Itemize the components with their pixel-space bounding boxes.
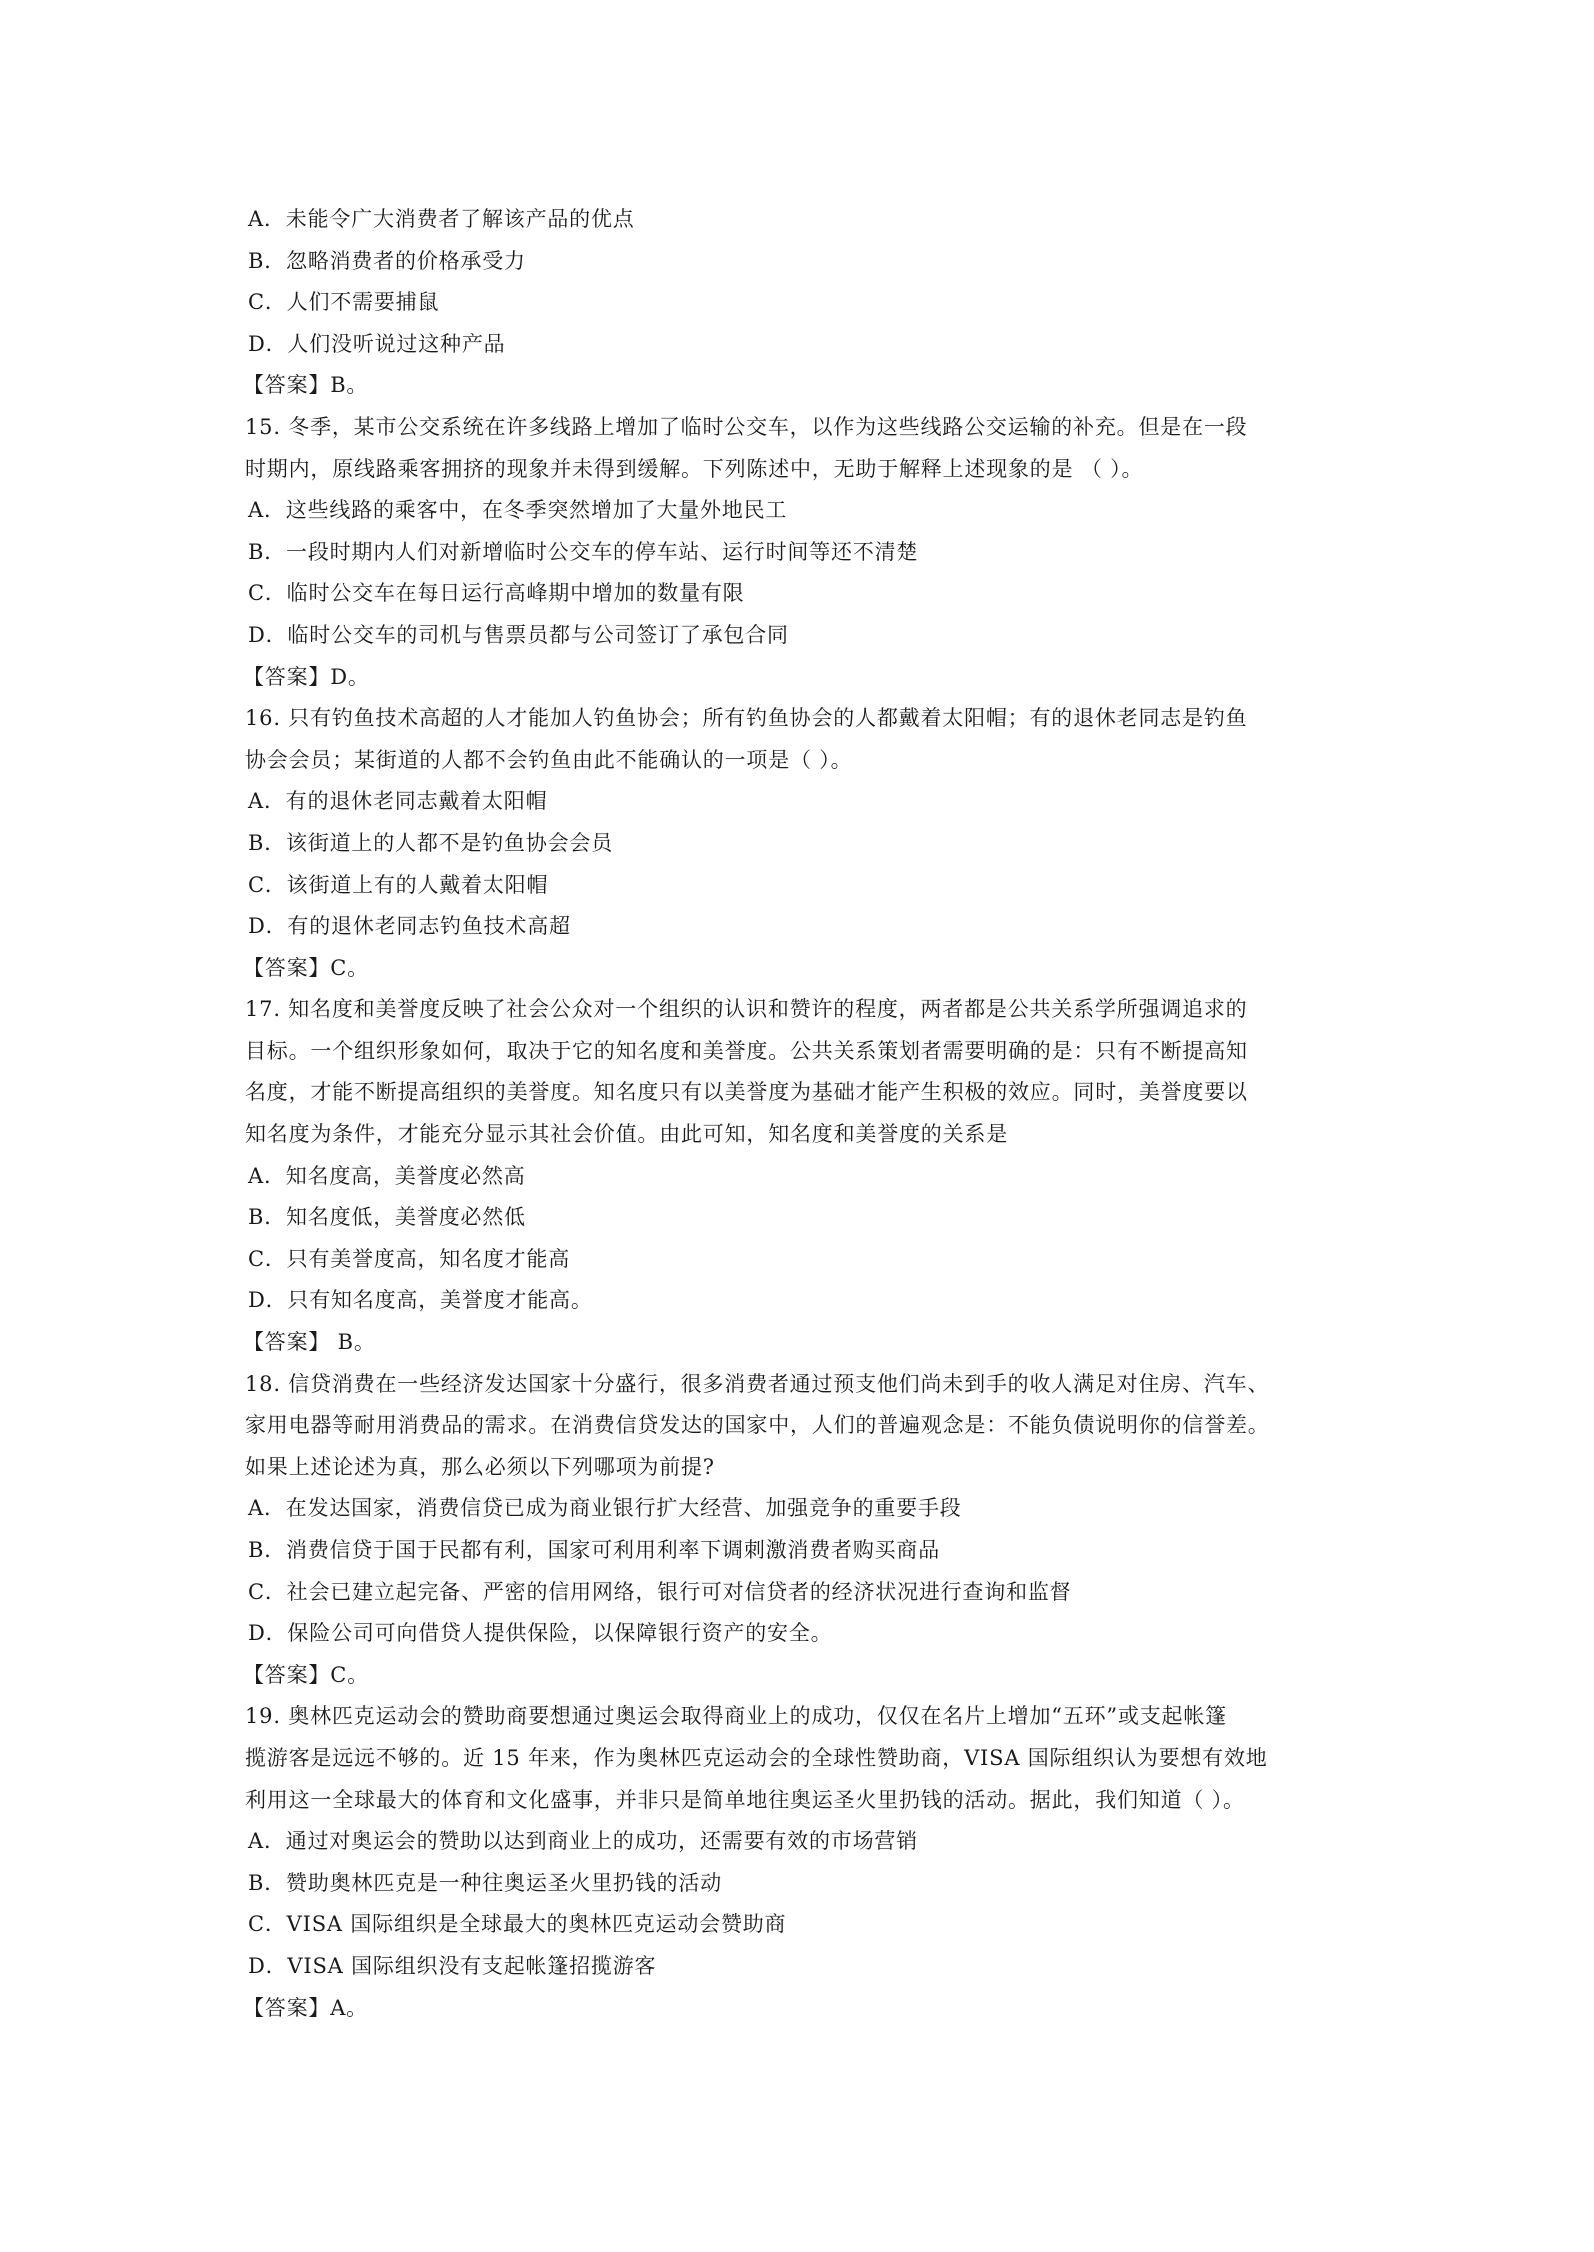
answer-option: B．知名度低，美誉度必然低 (248, 1205, 526, 1230)
answer-option: D．只有知名度高，美誉度才能高。 (248, 1288, 593, 1313)
question-text: 揽游客是远远不够的。近 15 年来，作为奥林匹克运动会的全球性赞助商，VISA 国际组织认为要想有效地 (245, 1745, 1268, 1770)
answer-option: A．未能令广大消费者了解该产品的优点 (248, 207, 635, 231)
question-text: 19. 奥林匹克运动会的赞助商要想通过奥运会取得商业上的成功，仅仅在名片上增加“五环”或支起帐篷 (245, 1704, 1227, 1729)
answer-option: D．保险公司可向借贷人提供保险，以保障银行资产的安全。 (248, 1621, 833, 1646)
answer-option: A．知名度高，美誉度必然高 (248, 1163, 526, 1188)
question-text: 17. 知名度和美誉度反映了社会公众对一个组织的认识和赞许的程度，两者都是公共关系学所强调追求的 (245, 997, 1248, 1022)
answer-key: 【答案】C。 (243, 955, 369, 980)
answer-option: B．一段时期内人们对新增临时公交车的停车站、运行时间等还不清楚 (248, 539, 919, 564)
answer-option: B．忽略消费者的价格承受力 (248, 248, 526, 273)
answer-option: A．有的退休老同志戴着太阳帽 (248, 789, 548, 814)
answer-option: B．赞助奥林匹克是一种往奥运圣火里扔钱的活动 (248, 1870, 723, 1895)
answer-option: C．VISA 国际组织是全球最大的奥林匹克运动会赞助商 (248, 1912, 787, 1937)
question-text: 如果上述论述为真，那么必须以下列哪项为前提? (245, 1454, 715, 1479)
answer-key: 【答案】B。 (243, 373, 369, 398)
answer-option: C．只有美誉度高，知名度才能高 (248, 1246, 571, 1271)
question-text: 时期内，原线路乘客拥挤的现象并未得到缓解。下列陈述中，无助于解释上述现象的是 （ ）。 (245, 456, 1144, 481)
question-text: 家用电器等耐用消费品的需求。在消费信贷发达的国家中，人们的普遍观念是：不能负债说明你的信誉差。 (245, 1413, 1270, 1438)
answer-key: 【答案】A。 (243, 1995, 368, 2020)
answer-option: B．消费信贷于国于民都有利，国家可利用利率下调刺激消费者购买商品 (248, 1538, 941, 1562)
question-text: 知名度为条件，才能充分显示其社会价值。由此可知，知名度和美誉度的关系是 (245, 1122, 1008, 1147)
question-text: 利用这一全球最大的体育和文化盛事，并非只是简单地往奥运圣火里扔钱的活动。据此，我们知道（ ）。 (245, 1787, 1245, 1812)
answer-option: A．这些线路的乘客中，在冬季突然增加了大量外地民工 (248, 498, 788, 523)
question-text: 15. 冬季，某市公交系统在许多线路上增加了临时公交车，以作为这些线路公交运输的补充。但是在一段 (245, 414, 1248, 439)
answer-option: D．人们没听说过这种产品 (248, 331, 506, 356)
answer-option: C．社会已建立起完备、严密的信用网络，银行可对信贷者的经济状况进行查询和监督 (248, 1579, 1072, 1604)
answer-option: C．该街道上有的人戴着太阳帽 (248, 872, 549, 897)
answer-option: C．人们不需要捕鼠 (248, 290, 440, 315)
question-text: 目标。一个组织形象如何，取决于它的知名度和美誉度。公共关系策划者需要明确的是：只有不断提高知 (245, 1038, 1248, 1063)
answer-key: 【答案】 B。 (243, 1330, 376, 1355)
answer-option: A．通过对奥运会的赞助以达到商业上的成功，还需要有效的市场营销 (248, 1829, 918, 1854)
answer-option: D．有的退休老同志钓鱼技术高超 (248, 914, 571, 939)
answer-key: 【答案】D。 (243, 664, 370, 689)
answer-option: A．在发达国家，消费信贷已成为商业银行扩大经营、加强竞争的重要手段 (248, 1496, 962, 1521)
question-text: 16. 只有钓鱼技术高超的人才能加人钓鱼协会；所有钓鱼协会的人都戴着太阳帽；有的退休老同志是钓鱼 (245, 706, 1248, 731)
question-text: 名度，才能不断提高组织的美誉度。知名度只有以美誉度为基础才能产生积极的效应。同时，美誉度要以 (245, 1080, 1248, 1105)
answer-key: 【答案】C。 (243, 1662, 369, 1687)
question-text: 协会会员；某街道的人都不会钓鱼由此不能确认的一项是（ ）。 (245, 747, 853, 772)
answer-option: D．临时公交车的司机与售票员都与公司签订了承包合同 (248, 622, 789, 647)
answer-option: C．临时公交车在每日运行高峰期中增加的数量有限 (248, 581, 745, 606)
question-text: 18. 信贷消费在一些经济发达国家十分盛行，很多消费者通过预支他们尚未到手的收人满足对住房、汽车、 (245, 1371, 1270, 1396)
answer-option: D．VISA 国际组织没有支起帐篷招揽游客 (248, 1953, 657, 1978)
answer-option: B．该街道上的人都不是钓鱼协会会员 (248, 830, 614, 855)
